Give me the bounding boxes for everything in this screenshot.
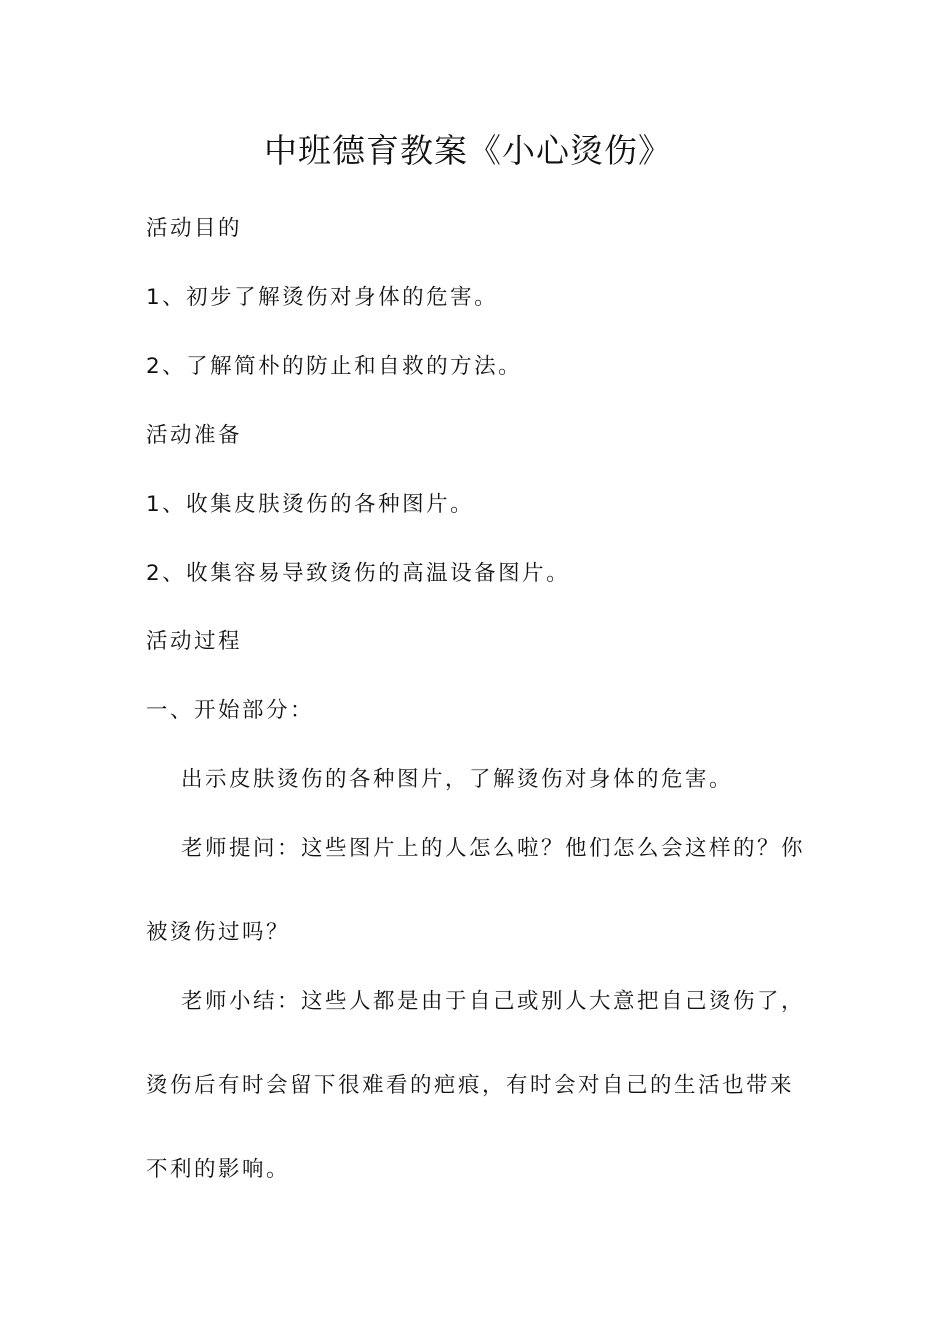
paragraph-teacher-question-line-2: 被烫伤过吗？ — [146, 920, 291, 945]
process-part-1-heading: 一、开始部分： — [146, 698, 315, 723]
goal-item-1: 1、初步了解烫伤对身体的危害。 — [146, 285, 499, 310]
paragraph-show-pictures: 出示皮肤烫伤的各种图片，了解烫伤对身体的危害。 — [181, 767, 734, 792]
document-title: 中班德育教案《小心烫伤》 — [264, 131, 672, 170]
heading-activity-process: 活动过程 — [146, 629, 243, 654]
paragraph-teacher-question-line-1: 老师提问：这些图片上的人怎么啦？他们怎么会这样的？你 — [181, 836, 806, 861]
paragraph-teacher-summary-line-2: 烫伤后有时会留下很难看的疤痕，有时会对自己的生活也带来 — [146, 1073, 795, 1098]
preparation-item-2: 2、收集容易导致烫伤的高温设备图片。 — [146, 561, 571, 586]
heading-activity-goals: 活动目的 — [146, 216, 243, 241]
goal-item-2: 2、了解简朴的防止和自救的方法。 — [146, 354, 523, 379]
paragraph-teacher-summary-line-3: 不利的影响。 — [146, 1157, 291, 1182]
heading-activity-preparation: 活动准备 — [146, 423, 243, 448]
preparation-item-1: 1、收集皮肤烫伤的各种图片。 — [146, 492, 475, 517]
paragraph-teacher-summary-line-1: 老师小结：这些人都是由于自己或别人大意把自己烫伤了， — [181, 989, 806, 1014]
